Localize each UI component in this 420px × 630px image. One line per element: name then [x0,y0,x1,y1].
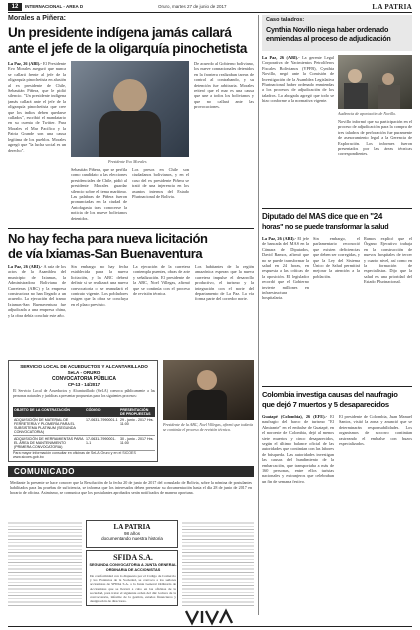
ad-code: CP-13 - 14/2017 [67,382,101,387]
dateline: La Paz, 26 (ABI).- [262,236,297,241]
ad-footer: Para mayor información consultar en oficinas de SeLA Oruro y en el SICOES www.sicoes.gob.bo [13,451,136,459]
article-licitacion [8,228,254,356]
article-column: La ejecución de la carretera contempla puentes, obras de arte y señalización. El presidente de la ABC, Noel Villegas, afirmó que se continúa con el proceso de revisión técnica. [133,264,190,297]
comunicado [8,466,254,518]
table-cell: 17-0631-7990001-1 [86,418,118,422]
photo-caption: Presidente Evo Morales [108,159,147,164]
dateline: La Paz, 26 (ABI).- [8,264,43,269]
article-headline [262,390,412,410]
table-cell: 17-0631-7990001-1-1 [86,437,116,445]
article-taladros [262,15,412,205]
article-headline [262,212,412,232]
ad-table [13,407,155,451]
dateline: La Paz, 26 (ABI).- [8,61,42,66]
table-row [13,417,155,436]
ad-fineprint [8,520,82,606]
comunicado-title-bar [8,466,254,477]
table-header-cell: CÓDIGO [86,408,101,412]
article-column: Los presos en Chile son ciudadanos bolivianos, y en el caso del ex presidente Piñera se trató de una injerencia en los asuntos internos del Estado Plurinacional de Bolivia. [132,167,189,200]
section-rule [8,228,254,229]
headline-line: de vía Ixiamas-San Buenaventura [8,246,203,261]
footer-rule [8,626,412,627]
article-column [8,61,66,225]
page-number: 12 [8,3,22,11]
photo-evo-morales [71,61,189,157]
headline-line: Un presidente indígena jamás callará [8,25,232,40]
table-cell: 30 - junio - 2017 Hrs. 11:00 [120,437,154,445]
section-rule [262,208,412,209]
sfida-heading: SEGUNDA CONVOCATORIA A JUNTA GENERAL ORDINARIA DE ACCIONISTAS [89,563,177,572]
table-cell: ADQUISICIÓN DE HERRAMIENTAS PARA EL ÁREA DE MANTENIMIENTO (PRIMERA CONVOCATORIA) [14,437,84,449]
article-column [262,414,334,608]
headline-line: No hay fecha para nueva licitación [8,231,208,246]
article-diputado [262,208,412,383]
sfida-logo: SFIDA S.A. [113,553,153,562]
headline-line: Diputado del MAS dice que en "24 [262,212,382,221]
headline-line: ante el jefe de la oligarquía pinochetista [8,41,248,56]
photo-figure [187,390,227,420]
article-column: Novillo informó que su participación en el proceso de adjudicación para la compra de tres taladros de perforación fue puramente de asesoramiento legal a la Gerencia de Exploración. Los informes fueron presentados por las áreas técnicas correspondientes. [338,119,412,157]
article-column: Ramos explicó que el Órgano Ejecutivo trabaja en la construcción de nuevos hospitales de tercer y cuarto nivel, así como en la formación de especialistas. Dijo que la salud es una prioridad del Estado Plurinacional. [364,236,412,285]
photo-figure [348,69,362,83]
viva-logo-mark [184,608,234,626]
body-text: El jefe de bancada del MAS en la Cámara de Diputados, David Ramos, afirmó que no se puede transformar la salud en 24 horas, en respuesta a las críticas de la oposición. El legislador recordó que el Gobierno invierte millones en infraestructura hospitalaria. [262,236,309,301]
body-text: El naufragio del barco de turismo "El Almirante" en el embalse de Guatapé, en el noroeste de Colombia, dejó al menos siete muertos y cinco desaparecidos, según el último balance oficial de las autoridades que continúan con las labores de búsqueda. [262,414,334,457]
photo-noel-villegas [163,360,254,420]
ad-convocatoria: CONVOCATORIA PÚBLICA [51,376,117,382]
article-column [262,236,309,382]
table-header-row [13,407,155,417]
article-headline [266,25,410,43]
ad-sfida [86,550,178,606]
article-colombia [262,386,412,608]
headline-line: enmiendas al proceso de adjudicación [266,34,391,43]
article-column [262,55,334,203]
table-row [13,436,155,451]
body-text: La gerente Legal Corporativa de Yacimientos Petrolíferos Fiscales Bolivianos (YPFB), Cynthia Novillo, negó ante la Comisión de Investigación de la Asamblea Legislativa Plurinacional haber ordenado enmiendas a los procesos de adjudicación de los taladros. La abogada agregó que todo se hizo conforme a la normativa vigente. [262,55,334,104]
comunicado-text: Mediante la presente se hace conocer que la Resolución de la fecha 20 de junio de 2017 del consulado de Bolivia, sobre la nómina de postulantes habilitados para las pruebas de suficiencia, se informa que los interesados deben presentar su documentación hasta el día 28 de junio de 2017 en horario de oficina. Asimismo, se comunica que los postulantes aprobados serán notificados de manera oportuna. [10,480,252,495]
headline-line: que dejó 7 muertos y 5 desaparecidos [262,400,389,409]
table-cell: 29 - junio - 2017 Hrs. 11:00 [120,418,154,426]
table-cell: ADQUISICIÓN DE MATERIAL DE FERRETERÍA Y PLOMERÍA PARA EL SUBSISTEMA PLATINUM (SEGUNDA CONVOCATORIA) [14,418,76,434]
article-column: De acuerdo al Gobierno boliviano, los nueve connacionales detenidos en la frontera realizaban tareas de control al contrabando, y su detención fue arbitraria. Morales reiteró que el mar es una causa que une a todos los bolivianos y que no callará ante las provocaciones. [194,61,254,110]
page-header [8,3,412,12]
photo-figure [344,83,368,109]
ad-fineprint [182,520,254,606]
photo-novillo-hearing [338,55,412,109]
dateline: Guatapé (Colombia), 26 (EFE).- [262,414,328,419]
headline-line: Colombia investiga causas del naufragio [262,390,398,399]
section-rule [262,386,412,387]
body-text: Las autoridades investigan las causas del hundimiento de la embarcación, que transportaba a más de 160 personas, entre ellos turistas nacionales y extranjeros que celebraban un fin de semana festivo. [262,451,334,484]
brand-name: LA PATRIA [372,3,412,11]
article-column: Sin embargo, el parlamentario reconoció que existen deficiencias que deben ser corregidas, y que la Ley del Sistema Único de Salud permitirá mejorar la atención a la población. [313,236,360,279]
patria-box [86,520,178,548]
date-line: Oruro, martes 27 de junio de 2017 [158,4,227,9]
headline-box [262,15,412,51]
photo-figure [99,111,161,157]
comunicado-title: COMUNICADO [14,467,75,476]
ad-intro: El Servicio Local de Acueductos y Alcantarillado (SeLA) convoca públicamente a las personas naturales y jurídicas a presentar propuestas para los siguientes procesos: [13,389,155,398]
article-column: El presidente de Colombia, Juan Manuel Santos, visitó la zona y anunció que se determinarán responsabilidades. Los organismos de socorro continúan rastreando el embalse con buzos especializados. [339,414,412,447]
article-column [8,264,66,356]
column-divider [258,15,259,615]
headline-line: Cynthia Novillo niega haber ordenado [266,25,389,34]
dateline: La Paz, 26 (ABI).- [262,55,300,60]
header-rule [8,12,412,13]
article-column: Sin embargo no hay fecha establecida para la nueva licitación, y la ABC deberá definir si se realizará una nueva convocatoria o se reanudará el contrato vigente. Los pobladores exigen que la obra se concluya en el plazo previsto. [71,264,128,307]
ad-sela [8,360,158,462]
article-kicker: Caso taladros: [266,17,305,23]
photo-figure [197,370,217,390]
article-headline [8,231,254,261]
photo-caption: Presidente de la ABC, Noel Villegas, afirmó que todavía se continúa el proceso de revisión técnica. [163,422,254,432]
body-text: A raíz de los actos de la Asamblea del municipio de Ixiamas, la Administradora Boliviana de Carreteras (ABC) y la empresa constructora no han llegado a un acuerdo. La ejecución del tramo Ixiamas-San Buenaventura fue adjudicada a una empresa china, y la obra debía concluir este año. [8,264,66,318]
table-header-cell: PRESENTACIÓN DE PROPUESTAS [120,408,151,416]
body-text: El Presidente Evo Morales aseguró que nunca se callará frente al jefe de la oligarquía pinochetista en alusión al ex presidente de Chile, Sebastián Piñera, que le pidió silencio. "Un presidente indígena jamás callará ante el jefe de la oligarquía pinochetista que cree que los indios deben quedarse callados", escribió el mandatario en su cuenta de Twitter. Para Morales el Mar Pacífico y la Patria Grande son una causa legítima de los pueblos. Morales agregó que "la lucha social es un derecho". [8,61,66,153]
article-morales [8,15,254,225]
headline-line: horas" no se puede transformar la salud [262,222,389,231]
sfida-text: De conformidad con lo dispuesto por el Código de Comercio y los Estatutos de la Sociedad, se convoca a los señores accionistas de SFIDA S.A. a la Junta General Ordinaria de Accionistas que se llevará a cabo en las oficinas de la sociedad, para tratar el siguiente orden del día: lectura de la convocatoria, informe de la gestión, estados financieros y designación de directores. [90,574,176,604]
article-kicker: Morales a Piñera: [8,15,66,22]
viva-logo [184,608,234,626]
photo-figure [382,73,394,85]
photo-caption: Audiencia de aportación de Novillo. [338,111,397,116]
section-label: INTERNACIONAL - AREA D [25,4,84,9]
patria-years: 98 años [123,531,140,536]
patria-tagline: documentando nuestra historia [101,536,163,541]
article-column: Sebastián Piñera, que se perfila como candidato a las elecciones presidenciales de Chile, pidió al presidente Morales guardar silencio sobre el tema marítimo. Las palabras de Piñera fueron pronunciadas en la ciudad de Antofagasta tras conocerse la noticia de los nueve bolivianos detenidos. [71,167,127,221]
photo-figure [113,79,147,113]
article-column: Los habitantes de la región amazónica esperan que la nueva carretera impulse el desarrollo productivo, el turismo y la integración con el norte del departamento de La Paz. La vía forma parte del corredor norte. [195,264,254,302]
ad-subtitle: SeLA - ORURO [67,370,101,375]
table-header-cell: OBJETO DE LA CONTRATACIÓN [14,408,70,412]
patria-brand: LA PATRIA [113,523,151,531]
ad-title: SERVICIO LOCAL DE ACUEDUCTOS Y ALCANTARILLADO [20,364,148,369]
article-headline [8,25,254,57]
photo-figure [378,85,400,109]
